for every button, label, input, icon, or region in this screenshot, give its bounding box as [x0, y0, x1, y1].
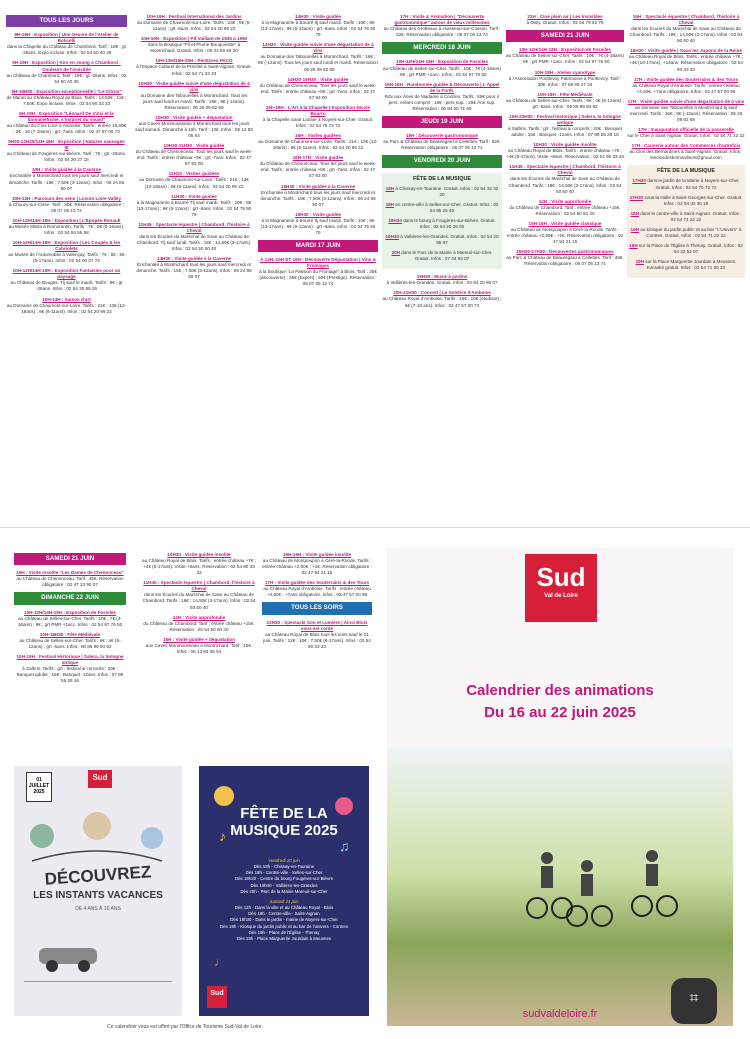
event-item	[6, 60, 127, 84]
column-5	[506, 14, 624, 271]
event-details: au Domaine de Chaumont-sur-Loire. Tarifs : 21€ ; 13€ (12-18ans) ; 6€ (6-11ans). Infos : 02 54 20 99 22	[139, 177, 249, 189]
event-details: Enchantée à Montrichard tous les jours sauf mercredi et dimanche. Tarifs : 15€ ; 7,50€ (3-12ans). Infos : 06 24 88 50 07	[260, 189, 376, 207]
illustration-icon	[22, 806, 172, 866]
event-item	[262, 620, 372, 650]
event-details: du Château de Chambord. Tarif : entrée château +15€. Réservation : 02 54 50 50 40	[143, 620, 255, 632]
event-details: au Château Royal de Blois. Tarifs : entrée château +7€ ; +4€ (16-17ans). +14ans. Réservation obligatoire : 02 54 90 33 33	[629, 54, 743, 72]
event-time: 17H30	[629, 194, 644, 200]
poster-title: FÊTE DE LA MUSIQUE 2025	[230, 805, 338, 839]
event-item	[506, 199, 624, 217]
event-details: au Clos des Bernardines à Saint-Aignan. Gratuit. Infos : lesclosdesbernardines@gmail.com	[629, 149, 743, 161]
event-item	[6, 297, 127, 315]
column-6	[627, 14, 745, 283]
event-time: 17H30	[632, 178, 646, 184]
event-item	[506, 70, 624, 88]
event-item	[258, 133, 378, 151]
event-details: à la Boutique "La Passion du Fromage" à Blois. Tarif : 25€ (découverte) ; 35€ (Expert) ; 50€ (Prestige). Réservation : 06 07 05 13 74	[259, 269, 377, 287]
event-title: 17H : Visite guidée des Souterrains & des Tours	[264, 580, 370, 586]
event-item	[382, 290, 502, 308]
event-item	[142, 580, 256, 610]
event-details: au Château Royal de Blois tous les soirs sauf le 21 juin. Tarifs : 12€ ; 10€ ; 7,50€ (6-17ans). Infos : 02 54 90 33 33	[263, 631, 371, 649]
svg-text:♫: ♫	[339, 838, 350, 854]
event-title: 19H : Visite insolite "Les Dames de Chenonceau"	[16, 570, 124, 576]
fete-musique-poster	[199, 766, 369, 1016]
event-details: au Château de Chambord. Tarif : 19€ ; gt -26ans. Infos : 02 54 50 40 36	[6, 72, 127, 84]
event-title: 10H30-11H30 : Visite guidée	[163, 143, 225, 149]
event-title: 10H-12H/14H-18H : Exposition Fantaisies pour un paysage	[12, 268, 121, 280]
event-title: 15H-16H : Visite guidée insolite	[282, 552, 352, 557]
event-item	[384, 250, 500, 262]
event-details: dans le bourg à Fougères-sur-Bièvre. Gratuit. Infos : 02 54 20 26 50	[403, 217, 496, 229]
event-item	[629, 195, 743, 207]
event-details: à Vallières-les-Grandes. Gratuit. Infos : 02 54 20 95 07	[386, 280, 498, 286]
event-details: à Oisly. Gratuit. Infos : 02 54 79 52 79	[526, 20, 604, 26]
event-title: 10H-12H : Parcours des sens | Loisirs Loire Valley	[11, 195, 122, 201]
event-title: 10H-19H : Exposition | Pif Vaillant de 1945 à 1990	[140, 36, 248, 42]
fete-musique-box	[382, 173, 502, 270]
event-details: à la Magnanerie à Bourré Tlj sauf mardi. Tarifs : 10€ ; 8€ (13-17ans) ; 6€ (6-12ans) ; grt -6ans. Infos : 02 54 75 50 79	[136, 199, 252, 217]
event-item	[262, 552, 372, 576]
event-title: 9H-18H : Exposition | Kim en Joung à Chambord - Couleurs de l'invisible	[12, 60, 121, 72]
event-details: sur la Place Marguerite Jourdain à Meusnes. Karaoké gratuit. Infos : 02 54 71 00 23	[645, 259, 737, 271]
event-details: au Château des Grotteaux à Huisseau-sur-Cosson. Tarif : 52€. Réservation obligatoire : 06 07 05 13 74	[383, 26, 501, 38]
event-item	[258, 77, 378, 101]
event-title: 10H-18H30 : Fête Médiévale	[39, 631, 101, 637]
event-item	[506, 142, 624, 160]
event-details: aux Caves Monmousseau à Montrichard tous les jours sauf samedi. Dimanche à 15h. Tarif : 10€. Infos : 06 13 93 05 64	[135, 120, 253, 139]
event-item	[6, 167, 127, 191]
event-title: 16H30 : Visite guidée | Sous les Jupons de la Reine	[630, 48, 742, 54]
event-title: 15h-19H : L'Art à la Chapelle | Exposition Nicole Bourru	[265, 104, 371, 116]
event-item	[382, 14, 502, 38]
event-title: 16H-17H : Visite guidée	[292, 155, 344, 161]
cover-dates: Du 16 au 22 juin 2025	[484, 704, 636, 721]
calendar-cover	[387, 548, 733, 1026]
day-header: MARDI 17 JUIN	[258, 240, 378, 252]
event-details: au château du Clos Lucé à Amboise. Tarifs : entrée 19,50€ ; 3€ ; 16 (7-18ans) ; grt -7ans. Infos : 02 47 57 00 73	[6, 123, 127, 135]
event-details: à Chissay-en-Touraine. Gratuit. Infos : 02 54 32 32 20	[395, 185, 499, 197]
event-details: dans le centre-ville à Saint-Aignan. Gratuit. Infos : 02 54 71 22 22	[640, 210, 742, 222]
event-title: 11H45 : Spectacle équestre | Chambord, l'histoire à Cheval	[138, 221, 250, 233]
event-details: dans les Écuries du Maréchal de Saxe au Château de Chambord. Tarifs : 18€ ; 14,50€ (3-17ans). Infos : 02 54 50 50 40	[508, 176, 622, 194]
event-details: à Vallières-les-Grandes. Gratuit. Infos : 02 54 20 95 07	[400, 234, 499, 246]
event-title: 10H30 : Visite guidée + dégustation	[155, 114, 233, 120]
event-time: 18H	[630, 210, 640, 216]
event-time: 18H	[385, 185, 395, 191]
instants-vacances-poster	[14, 766, 182, 1016]
poster-day: Vendredi 20 juin	[268, 858, 300, 863]
scan-icon[interactable]: ⌗	[671, 978, 717, 1024]
event-item	[629, 259, 743, 271]
fete-musique-box	[627, 165, 745, 278]
poster-day: Samedi 21 juin	[269, 898, 299, 904]
event-item	[506, 92, 624, 110]
event-details: au Château de Selles-sur-Cher. Tarifs : 10€ ; 7€ (4-16ans) ; 8€ ; grt PMR +1acc. Infos : 02 54 97 76 50	[383, 65, 501, 77]
event-details: au Château de Selles-sur-Cher. Tarifs : 10€ ; 7€ (4-16ans) ; 8€ ; grt PMR +1acc. Infos : 02 54 97 76 50	[17, 615, 123, 627]
event-item	[384, 202, 500, 214]
poster-line: Dès 18h30 - Dans le jardin - mairie de Noyers-sur-Cher	[230, 917, 338, 923]
event-item	[142, 637, 256, 655]
column-b2	[142, 552, 256, 659]
event-details: sur la Place de l'Église à Thenay. Gratuit. Infos : 02 54 32 52 07	[638, 242, 743, 254]
event-title: 10H-12H/14H-18H : Exposition | L'Epopée Renault	[12, 217, 121, 223]
event-title: 10H-19H : Festival International des Jardins	[146, 14, 242, 19]
cover-title: Calendrier des animations	[466, 682, 654, 699]
event-item	[627, 99, 745, 123]
event-details: à Salbris. Tarifs : grt : festival & concerts ; 20€ : Banquet adulte ; 15€ : Banquet -12ans. Infos : 07 89 55 28 16	[16, 666, 124, 684]
car-icon	[34, 936, 104, 976]
event-item	[135, 58, 253, 76]
event-details: au Parc & Château de Beauregard à Cellettes. Tarif : 46€. Réservation obligatoire : 06 07 05 13 74	[506, 255, 624, 267]
event-title: 10H-12H/14H-18H : Exposition | Les Coupés & les Cabriolets	[12, 240, 121, 252]
event-item	[6, 139, 127, 163]
event-details: dans la Boutique "Fil et Plume Bouquiniste" à Montrichard. Gratuit. Infos : 06 33 68 66 20	[147, 42, 241, 54]
event-title: 10H-13H : Saison d'art	[42, 296, 91, 302]
event-item	[627, 48, 745, 72]
sud-val-de-loire-logo	[525, 554, 597, 622]
event-time: 18H	[385, 201, 394, 207]
event-details: sous la Halle à Saint-Georges-sur-Cher. Gratuit. Infos : 02 54 32 30 19	[644, 194, 743, 206]
event-title: 10H-23H30 : Festival historique | Salera, la Sologne antique	[509, 113, 621, 125]
event-title: 22H30 : Spectacle Son et Lumière | Ainsi Blois vous est conté	[266, 619, 368, 631]
event-item	[258, 42, 378, 72]
event-details: du Château de Chenonceau. Tous les jours sauf le week-end. Tarifs : entrée château +5€ ; grt -7ans. Infos : 02 47 57 93 00	[259, 82, 377, 100]
event-title: 19H30 : Music'à jardins	[416, 274, 468, 280]
event-item	[142, 552, 256, 576]
event-item	[142, 615, 256, 633]
fete-header: FÊTE DE LA MUSIQUE	[657, 168, 715, 175]
event-item	[6, 111, 127, 135]
event-title: 9H30-12H30/14H-18H : Exposition | Natures sauvages III	[8, 139, 125, 151]
event-item	[6, 196, 127, 214]
event-details: au Château de Montpoupon à Céré-la-Ronde. Tarifs : entrée château +2,50€ ; +1€. Réservation obligatoire : 02 47 94 21 15	[262, 558, 372, 576]
event-item	[258, 212, 378, 236]
event-details: dans le Parc de la Mairie à Mareuil-sur-Cher. Gratuit. Infos : 07 44 93 07	[401, 250, 493, 262]
event-item	[629, 227, 743, 239]
event-title: 10H30 : Visite guidée insolite	[167, 552, 231, 557]
event-item	[14, 654, 126, 684]
column-2	[135, 14, 253, 284]
event-item	[6, 218, 127, 236]
day-header: SAMEDI 21 JUIN	[506, 30, 624, 42]
event-title: 11H30 : Visite guidée	[171, 193, 217, 199]
event-item	[506, 221, 624, 245]
event-details: à Chouzy-sur-Cisse. Tarif : 30€. Réservation obligatoire : 06 07 05 13 74	[8, 201, 125, 213]
cover-url[interactable]: sudvaldeloire.fr	[522, 1008, 598, 1020]
event-title: 14H : Visite approfondie	[538, 198, 592, 204]
event-time: 19H	[635, 259, 644, 265]
event-title: 11H45 : Spectacle équestre | Chambord, l'histoire à Cheval	[143, 580, 255, 592]
poster-line: Dès 20h - Parc de la Mairie Mareuil-sur-Cher	[240, 888, 328, 894]
event-details: à l'Espace Culturel de la Prévôté à Saint-Aignan. Gratuit. Infos : 02 54 71 22 23	[136, 64, 252, 76]
event-details: dans les Écuries du Maréchal de Saxe au Château de Chambord. Tarifs : 18€ ; 14,50€ (3-17ans). Infos : 02 54 50 50 40	[629, 26, 743, 44]
event-title: 18H : Découverte gastronomique	[406, 133, 478, 139]
event-time: 19H	[630, 226, 639, 232]
event-title: 9H-19H : Exposition "Léonard De Vinci et le biomimétisme, s'inspirer du vivant"	[19, 110, 114, 122]
event-item	[135, 81, 253, 111]
poster-line: Dès 18h - Chissay-en-Touraine	[253, 864, 315, 870]
event-details: au Château Royal de Blois. Tarifs : entrée château +7€ ; +4€ (8-17ans). Visite +8ans. Réservation : 02 54 90 33 33	[142, 558, 256, 576]
event-details: dans les Écuries du Maréchal de Saxe au Château de Chambord. Tlj sauf lundi. Tarifs : 18€ ; 14,50€ (3-17ans). Infos : 02 54 50 50 40	[136, 233, 252, 252]
event-item	[258, 14, 378, 38]
event-item	[135, 143, 253, 167]
event-title: 17H : Visite guidée des Souterrains & des Tours	[633, 76, 739, 82]
event-item	[382, 82, 502, 112]
poster-line: Dès 18h - Centre-ville - Selles-sur-Cher	[245, 870, 323, 876]
event-details: à la Magnanerie à Bourré tlj sauf mardi. Tarifs : 10€ ; 8€ (13-17ans) ; 6€ (6-12ans) ; grt -6ans. Infos : 02 54 75 50 79	[260, 217, 376, 235]
event-item	[506, 47, 624, 65]
poster-lineup	[209, 858, 359, 942]
day-header: DIMANCHE 22 JUIN	[14, 592, 126, 604]
event-details: au Domaine des Tabourelles à Montrichard tlj sauf mercredi. Tarifs : 16€ ; 8€ (-12ans). Réservation : 06 26 09 82 69	[629, 104, 743, 122]
event-title: 14H30 : Visite guidée	[295, 14, 341, 19]
event-title: 10H-12H/14H-18H : Exposition de Fossiles	[396, 59, 488, 65]
svg-text:♪: ♪	[219, 828, 226, 844]
sud-logo: Sud	[207, 986, 227, 1008]
event-details: dans le jardin de la Mairie à Noyers-sur-Cher. Gratuit. Infos : 02 54 75 72 72	[647, 178, 740, 190]
event-details: au Château de Selles-sur-Cher. Tarifs : 6€ ; 4€ (6-12ans) ; grt -6ans. Infos : 06 85 99 94 92	[19, 637, 121, 649]
event-details: du Château de Chenonceau. Tous les jours sauf le week-end. Tarifs : entrée château +5€ ; grt -7ans. Infos : 02 47 57 93 00	[259, 161, 377, 179]
event-details: à la Chapelle Saint Lazare à Noyers-sur-Cher. Gratuit. Infos : 02 54 75 72 72	[262, 116, 374, 128]
event-details: au Château de Montpoupon à Céré-la-Ronde. Tarifs : entrée château +2,50€ ; +1€. Réservation obligatoire : 02 47 94 21 15	[506, 226, 624, 244]
event-item	[135, 36, 253, 54]
event-title: 10H-13H/15H-20H : Peintures PACO	[155, 58, 233, 64]
event-item	[384, 234, 500, 246]
event-time: 19H30	[385, 234, 400, 239]
event-details: au kiosque du jardin public et au bar "L'Univers" à Contres. Gratuit. Infos : 02 54 71 22 22	[640, 226, 742, 238]
event-details: en centre-ville à Selles-sur-Cher. Gratuit. Infos : 02 54 95 25 40	[395, 201, 499, 213]
event-item	[627, 77, 745, 95]
event-title: 10H-19H : Festival Historique | Salera, la Sologne antique	[16, 653, 124, 665]
sud-logo: Sud	[88, 770, 112, 788]
event-item	[384, 186, 500, 198]
poster-line: Dès 19h30 - Vallières-les-Grandes	[250, 882, 318, 888]
column-b1	[14, 552, 126, 688]
event-item	[627, 143, 745, 161]
event-title: 16H : Spectacle équestre | Chambord, l'histoire à Cheval	[632, 14, 740, 26]
event-details: au Château de Selles-sur-Cher. Tarifs : 6€ ; 4€ (6-12ans) ; grt -6ans. Infos : 06 85 99 94 92	[506, 97, 624, 109]
event-time: 18H30	[388, 217, 402, 223]
event-item	[629, 211, 743, 223]
event-details: à l'Association Pontlevoy Patrimoine à Pontlevoy. Tarif : 30€. Infos : 07 68 95 47 34	[508, 75, 622, 87]
event-item	[262, 580, 372, 598]
event-details: de Manet au Château Royal de Blois. Tarifs : 14,50€ ; 11€ ; 7,50€. Expo incluse. Infos : 02 54 90 33 33	[6, 94, 127, 106]
event-item	[135, 256, 253, 280]
event-details: au Domaine de Chaumont-sur-Loire. Tarifs : 23€ ; 6€ (6-11ans) ; grt -6ans. Infos : 02 54 20 99 22	[136, 20, 252, 32]
event-title: 9H-18H : Exposition | Une Oeuvre de l'Atelier de Boticelli	[14, 32, 119, 44]
event-time: 19H	[629, 242, 638, 248]
event-item	[629, 243, 743, 255]
column-3	[258, 14, 378, 292]
event-details: au Parc & Château de Beauregard à Cellettes. Tarif : 52€. Réservation obligatoire : 06 07 05 13 74	[383, 139, 501, 151]
day-header: SAMEDI 21 JUIN	[14, 553, 126, 565]
day-header: MERCREDI 18 JUIN	[382, 42, 502, 54]
event-item	[6, 32, 127, 56]
event-item	[6, 240, 127, 264]
event-details: dans les Écuries du Maréchal de Saxe au Château de Chambord. Tarifs : 18€ ; 14,50€ (3-17ans). Infos : 02 54 50 50 40	[142, 592, 256, 610]
event-details: au Château de Chenonceau. Tarif : 45€. Réservation obligatoire : 02 47 23 90 07	[16, 576, 124, 588]
event-details: du Château de Chambord. Tarif : entrée château +15€. Réservation : 02 54 50 50 40	[509, 204, 621, 216]
poster-fineprint	[24, 981, 172, 1009]
poster-title: DÉCOUVREZ	[44, 862, 152, 889]
event-details: au Château Royal d'Amboise. Tarifs : entrée château +4,50€ ; +7ans obligatoire. Infos : 02 47 57 00 98	[263, 586, 371, 598]
event-title: 10H30 : Visite guidée insolite	[533, 142, 597, 148]
event-item	[384, 218, 500, 230]
event-details: au Domaine de Chaumont-sur-Loire. Tarifs : 21€ ; 13€ (12-18ans) ; 6€ (6-11ans). Infos : 02 54 20 99 22	[6, 302, 127, 314]
event-item	[135, 171, 253, 189]
event-details: au Château de Selles-sur-Cher. Tarifs : 10€ ; 7€ (4-16ans) ; 8€ ; grt PMR +1acc. Infos : 02 54 97 76 50	[506, 53, 624, 65]
event-item	[258, 155, 378, 179]
event-title: 15H30-17H30 : Découvertes gastronomiques	[516, 249, 614, 255]
poster-subtitle: LES INSTANTS VACANCES	[33, 890, 163, 901]
event-item	[506, 249, 624, 267]
event-details: au Château de Bouges. Tlj sauf le mardi. Tarifs : 9€ ; gt -26ans. Infos : 02 54 35 88 26	[10, 280, 123, 292]
poster-line: Dès 19h - Place Marguerite Jourdain à Meusnes	[236, 935, 332, 941]
event-details: au Château de Fougères-sur-Bièvre. Tarif : 7€ ; grt -26ans. Infos : 02 54 20 27 18	[6, 151, 127, 163]
event-title: 17H : Inauguration officielle de la passerelle	[638, 127, 734, 132]
event-title: 11H45 : Spectacle équestre | Chambord, l'histoire à Cheval	[509, 164, 621, 176]
logo-text: Sud	[536, 562, 586, 592]
calendar-page-bottom	[0, 542, 750, 1039]
event-title: 16H-18H : Randonnée guidée & Découverte | L'Appel de la Forêt.	[384, 81, 500, 93]
event-item	[258, 184, 378, 208]
event-item	[382, 59, 502, 77]
event-title: 10H-12H/14H-18H : Exposition de Fossiles	[519, 47, 611, 53]
event-details: à Salbris. Tarifs : grt : festival & concerts ; 20€ : Banquet adulte ; 15€ : Banquet -12ans. Infos : 07 89 55 28 16	[507, 126, 623, 138]
event-title: 17H : Visite guidée suivie d'une dégustation de 4 vins	[627, 98, 745, 104]
event-item	[14, 570, 126, 588]
event-item	[627, 14, 745, 44]
event-title: 15H : Visite guidée + dégustation	[162, 636, 236, 642]
column-1	[6, 14, 127, 319]
event-title: 16H30 : Visite guidée	[295, 211, 341, 217]
event-item	[135, 222, 253, 252]
event-details: au Château Royal d'Amboise. Tarifs : entrée château +4,50€. +7ans obligatoire. Infos : 02 47 57 00 98	[632, 82, 740, 94]
event-item	[506, 14, 624, 26]
event-details: à la Magnanerie à Bourré tlj sauf mardi. Tarifs : 10€ ; 8€ (13-17ans) ; 6€ (6-12ans) ; grt -6ans. Infos : 02 54 75 50 79	[260, 20, 376, 38]
event-title: 9H-18H30 : Exposition exceptionnelle | "Le Citron"	[11, 88, 122, 94]
event-title: 14H30-15H30 : Visite guidée	[287, 76, 349, 82]
event-details: Enchantée à Montrichard tous les jours sauf mercredi et dimanche. Tarifs : 15€ ; 7,50€ (3-12ans). Infos : 06 24 88 50 07	[136, 262, 252, 280]
poster-line: Dès 19h - Kiosque du jardin public et au bar de l'univers - Contres	[220, 923, 348, 929]
event-item	[135, 194, 253, 218]
event-details: au Musée Matra à Romorantin. Tarifs : 7€ ; 5€ (8-16ans). Infos : 02 54 94 55 58	[8, 223, 125, 235]
event-title: 10H-18H : Fête Médiévale	[537, 91, 593, 97]
poster-line: Dès 18h - Centre-ville - Saint-Aignan	[248, 911, 320, 917]
day-header: VENDREDI 20 JUIN	[382, 155, 502, 167]
event-title: 17H : Visite & Animation | "Découverte gastronomique" autour de vieux millésimes	[394, 14, 490, 26]
event-title: 20H-21H30 : Concert | Le Solstice d'Amboise	[393, 290, 491, 296]
event-item	[627, 127, 745, 139]
event-item	[629, 178, 743, 190]
event-title: 16H : Visites guidées	[295, 133, 341, 139]
poster-line: Dès 18h30 - Centre du bourg Fougères-sur-Bièvre	[234, 876, 334, 882]
event-item	[258, 257, 378, 287]
event-title: À 14H, 15H ET 16H : Découverte Dégustation | Vins & Fromages	[260, 257, 376, 269]
event-title: 10H30 : Visite guidée suivie d'une dégustation de 4 vins	[138, 80, 250, 92]
event-details: au Musée de l'Automobile à Valençay. Tarifs : 7€ ; 6€ ; 5€ (5-17ans). Infos : 02 54 00 07 74	[8, 252, 125, 264]
event-details: sur le Cher à Saint-Aignan. Gratuit. Infos : 02 54 71 22 22	[627, 133, 745, 139]
event-title: 14H30 : Visite guidée suivie d'une dégustation de 4 vins	[262, 42, 374, 54]
event-title: 16H30 : Visite guidée à la Caverne	[280, 183, 356, 189]
poster-line: Dès 19h - Place de l'Église - Thenay	[248, 929, 320, 935]
event-title: 14H30 : Visite guidée à la Caverne	[156, 256, 232, 262]
event-details: du Château de Chenonceau. Tous les jours sauf le week-end. Tarifs : entrée château +5€ ; grt -7ans. Infos : 02 47 57 93 00	[135, 149, 253, 167]
column-4	[382, 14, 502, 313]
event-title: 10H-18H : Atelier cyanotype	[534, 69, 596, 75]
poster-date: 01 JUILLET 2025	[26, 772, 52, 802]
day-header: TOUS LES SOIRS	[262, 602, 372, 614]
event-item	[382, 274, 502, 286]
event-details: au Domaine des Tabourelles à Montrichard. Tous les jours sauf lundi et mardi. Tarifs : 16€ ; 8€ (-12ans). Réservation : 06 26 09 82 69	[140, 92, 248, 110]
event-time: 20H	[391, 250, 400, 256]
poster-age: DE 4 ANS À 10 ANS	[75, 906, 121, 912]
event-details: aux Caves Monmousseau à Montrichard. Tarif : 10€. Infos : 06 13 93 05 64	[145, 642, 253, 654]
event-details: Enchantée à Montrichard tous les jours sauf mercredi et dimanche. Tarifs : 15€ ; 7,50€ (3-12ans). Infos : 06 24 88 50 07	[8, 173, 125, 191]
event-title: 11H15 : Visites guidées	[168, 171, 220, 177]
poster-line: Dès 12h - Dans la ville et au Château Royal - Blois	[234, 905, 334, 911]
event-details: au Domaine de Chaumont-sur-Loire. Tarifs : 21€ ; 13€ (12-18ans) ; 6€ (6-11ans). Infos : 02 54 20 99 22	[258, 139, 378, 151]
event-title: 15H-16H : Visite guidée classique	[528, 220, 602, 226]
event-item	[6, 89, 127, 107]
event-title: 10H : Visite guidée à la Caverne	[31, 167, 102, 173]
footer-note: Ce calendrier vous est offert par l'Office de Tourisme Sud-Val de Loire.	[107, 1024, 263, 1030]
event-item	[135, 115, 253, 139]
event-title: 17H : Causerie autour des Commerces d'autrefois	[631, 143, 741, 149]
event-item	[506, 114, 624, 138]
event-details: dans la Chapelle du Château de Chambord. Tarif : 19€ ; gt -26ans. Expo incluse. Infos : 02 54 50 40 36	[7, 44, 126, 56]
event-details: au Domaine des Tabourelles à Montrichard. Tarifs : 16€ ; 8€ (-12ans). Tous les jours sauf lundi et mardi. Réservation : 06 26 09 82 69	[258, 54, 378, 72]
event-details: Rdv aux Ânes de Madame à Contres. Tarifs : 65€ pour 4 pers. enfant compris ; 15€ : pers sup. ; 25€ Âne sup. Réservation : 06 84 25 71 69	[384, 93, 500, 111]
fete-header: FÊTE DE LA MUSIQUE	[413, 175, 471, 182]
event-item	[6, 268, 127, 292]
event-item	[135, 14, 253, 32]
svg-text:♩: ♩	[214, 955, 226, 969]
day-header: JEUDI 19 JUIN	[382, 116, 502, 128]
event-details: au Château Royal de Blois. Tarifs : entrée château +7€ ; +4€ (8-17ans). Visite +8ans. Réservation : 02 54 90 33 33	[506, 148, 624, 160]
day-header: TOUS LES JOURS	[6, 15, 127, 27]
column-b3	[262, 552, 372, 654]
event-title: 14H : Visite approfondie	[172, 614, 226, 620]
event-title: 22H : Ciné plein air | Les Invisibles	[527, 14, 603, 19]
event-item	[506, 164, 624, 194]
event-item	[14, 610, 126, 628]
logo-subtext: Val de Loire	[544, 593, 578, 599]
event-item	[14, 632, 126, 650]
event-title: 10H-12H/14H-18H : Exposition de Fossiles	[24, 609, 116, 615]
event-item	[382, 133, 502, 151]
event-item	[258, 105, 378, 129]
event-details: au Château Royal d'Amboise. Tarifs : 15€ ; 10€ (étudiant) ; 5€ (7-18 ans). Infos : 02 47 57 00 73	[382, 296, 502, 308]
